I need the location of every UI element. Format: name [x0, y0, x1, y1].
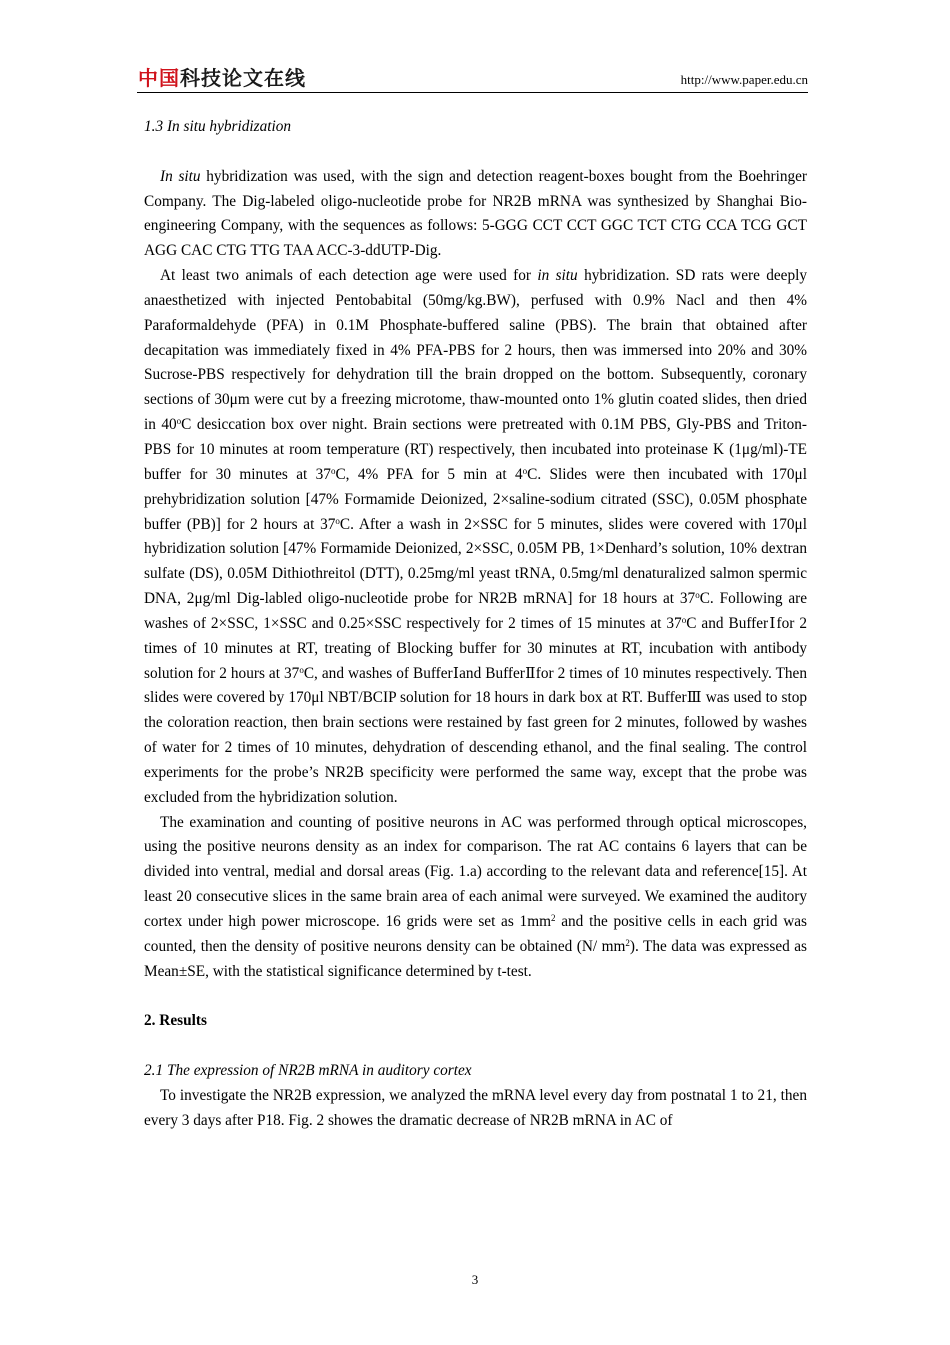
degree-sup: o: [299, 664, 304, 675]
paragraph-text: The examination and counting of positive neurons in AC was performed through optical microscopes, using the positive neurons density as an index for comparison. The rat AC contains 6 layers that can be divided into ventral, medial and dorsal areas (Fig. 1.a) according to the relevant data and reference[15]. At least 20 consecutive slices in the same brain area of each animal were surveyed. We examined the auditory cortex under high power microscope. 16 grids were set as 1mm: [144, 813, 807, 930]
paragraph-text: C. Slides were then incubated with 170μl prehybridization solution [47% Formamide Deionized, 2×saline-sodium citrated (SSC), 0.05M phosphate buffer (PB)] for 2 hours at 37: [144, 465, 807, 533]
journal-logo: [138, 62, 306, 91]
degree-sup: o: [522, 465, 528, 476]
squared-sup: 2: [551, 913, 556, 923]
section-heading-1-3: 1.3 In situ hybridization: [144, 118, 292, 135]
section-heading-2-1: 2.1 The expression of NR2B mRNA in auditory cortex: [144, 1062, 472, 1080]
degree-sup: o: [335, 515, 340, 526]
in-situ-italic: in situ: [537, 267, 578, 285]
logo-text-red: 中国: [138, 66, 180, 90]
paragraph-text: ). The data was expressed as Mean±SE, with the statistical significance determined by t-test.: [144, 937, 807, 980]
paragraph-counting: [144, 811, 807, 985]
article-body: [144, 115, 807, 1134]
page-header: [137, 58, 808, 93]
degree-sup: o: [681, 614, 687, 625]
logo-text-dark: 科技论文在线: [180, 66, 306, 90]
paragraph-text: hybridization. SD rats were deeply anaesthetized with injected Pentobabital (50mg/kg.BW), perfused with 0.9% Nacl and then 4% Paraformaldehyde (PFA) in 0.1M Phosphate-buffered saline (PBS). The brain that obtained after decapitation was immediately fixed in 4% PFA-PBS for 2 hours, then was immersed into 20% and 30% Sucrose-PBS respectively for dehydration till the brain dropped on the bottom. Subsequently, coronary sections of 30μm were cut by a freezing microtome, thaw-mounted onto 1% glutin coated slides, then dried in 40: [144, 267, 807, 434]
paragraph-in-situ-intro: [144, 165, 807, 264]
degree-sup: o: [695, 590, 700, 601]
section-heading-results: 2. Results: [144, 1012, 207, 1030]
header-url[interactable]: http://www.paper.edu.cn: [680, 72, 808, 87]
degree-sup: o: [330, 465, 336, 476]
paragraph-text: and the positive cells in each grid was counted, then the density of positive neurons density can be obtained (N/ mm: [144, 913, 808, 955]
paragraph-text: C. After a wash in 2×SSC for 5 minutes, slides were covered with 170μl hybridization solution [47% Formamide Deionized, 2×SSC, 0.05M PB, 1×Denhard’s solution, 10% dextran sulfate (DS), 0.05M Dithiothreitol (DTT), 0.25mg/ml yeast tRNA, 0.5mg/ml denaturalized salmon spermic DNA, 2μg/ml Dig-labled oligo-nucleotide probe for NR2B mRNA] for 18 hours at 37: [144, 515, 807, 608]
paragraph-text: At least two animals of each detection age were used for: [160, 267, 538, 285]
paragraph-text: C. Following are washes of 2×SSC, 1×SSC and 0.25×SSC respectively for 2 times of 15 minutes at 37: [144, 590, 808, 632]
paragraph-text: C, and washes of BufferⅠand BufferⅡfor 2 times of 10 minutes respectively. Then slides were covered by 170μl NBT/BCIP solution for 18 hours in dark box at RT. BufferⅢ was used to stop the coloration reaction, then brain sections were restained by fast green for 2 minutes, followed by washes of water for 2 times of 10 minutes, dehydration of descending ethanol, and the final sealing. The control experiments for the probe’s NR2B specificity were performed the same way, except that the probe was excluded from the hybridization solution.: [144, 664, 807, 806]
paragraph-text: C desiccation box over night. Brain sections were pretreated with 0.1M PBS, Gly-PBS and Triton-PBS for 10 minutes at room temperature (RT) respectively, then incubated into proteinase K (1μg/ml)-TE buffer for 30 minutes at 37: [144, 416, 808, 483]
in-situ-italic: In situ: [160, 167, 201, 185]
paragraph-procedure: [144, 264, 807, 811]
page-number: 3: [471, 1272, 479, 1287]
paragraph-text: hybridization was used, with the sign and detection reagent-boxes bought from the Boehringer Company. The Dig-labeled oligo-nucleotide probe for NR2B mRNA was synthesized by Shanghai Bio-engineering Company, with the sequences as follows: 5-GGG CCT CCT GGC TCT CTG CCA TCG GCT AGG CAC CTG TTG TAA ACC-3-ddUTP-Dig.: [144, 167, 808, 260]
degree-sup: o: [176, 416, 182, 427]
paragraph-results-intro: To investigate the NR2B expression, we analyzed the mRNA level every day from postnatal 1 to 21, then every 3 days after P18. Fig. 2 showes the dramatic decrease of NR2B mRNA in AC of: [144, 1086, 807, 1129]
squared-sup: 2: [625, 937, 630, 948]
paragraph-text: C and BufferⅠfor 2 times of 10 minutes at RT, treating of Blocking buffer for 30 minutes at RT, incubation with antibody solution for 2 hours at 37: [144, 614, 808, 682]
paragraph-text: C, 4% PFA for 5 min at 4: [335, 465, 523, 483]
